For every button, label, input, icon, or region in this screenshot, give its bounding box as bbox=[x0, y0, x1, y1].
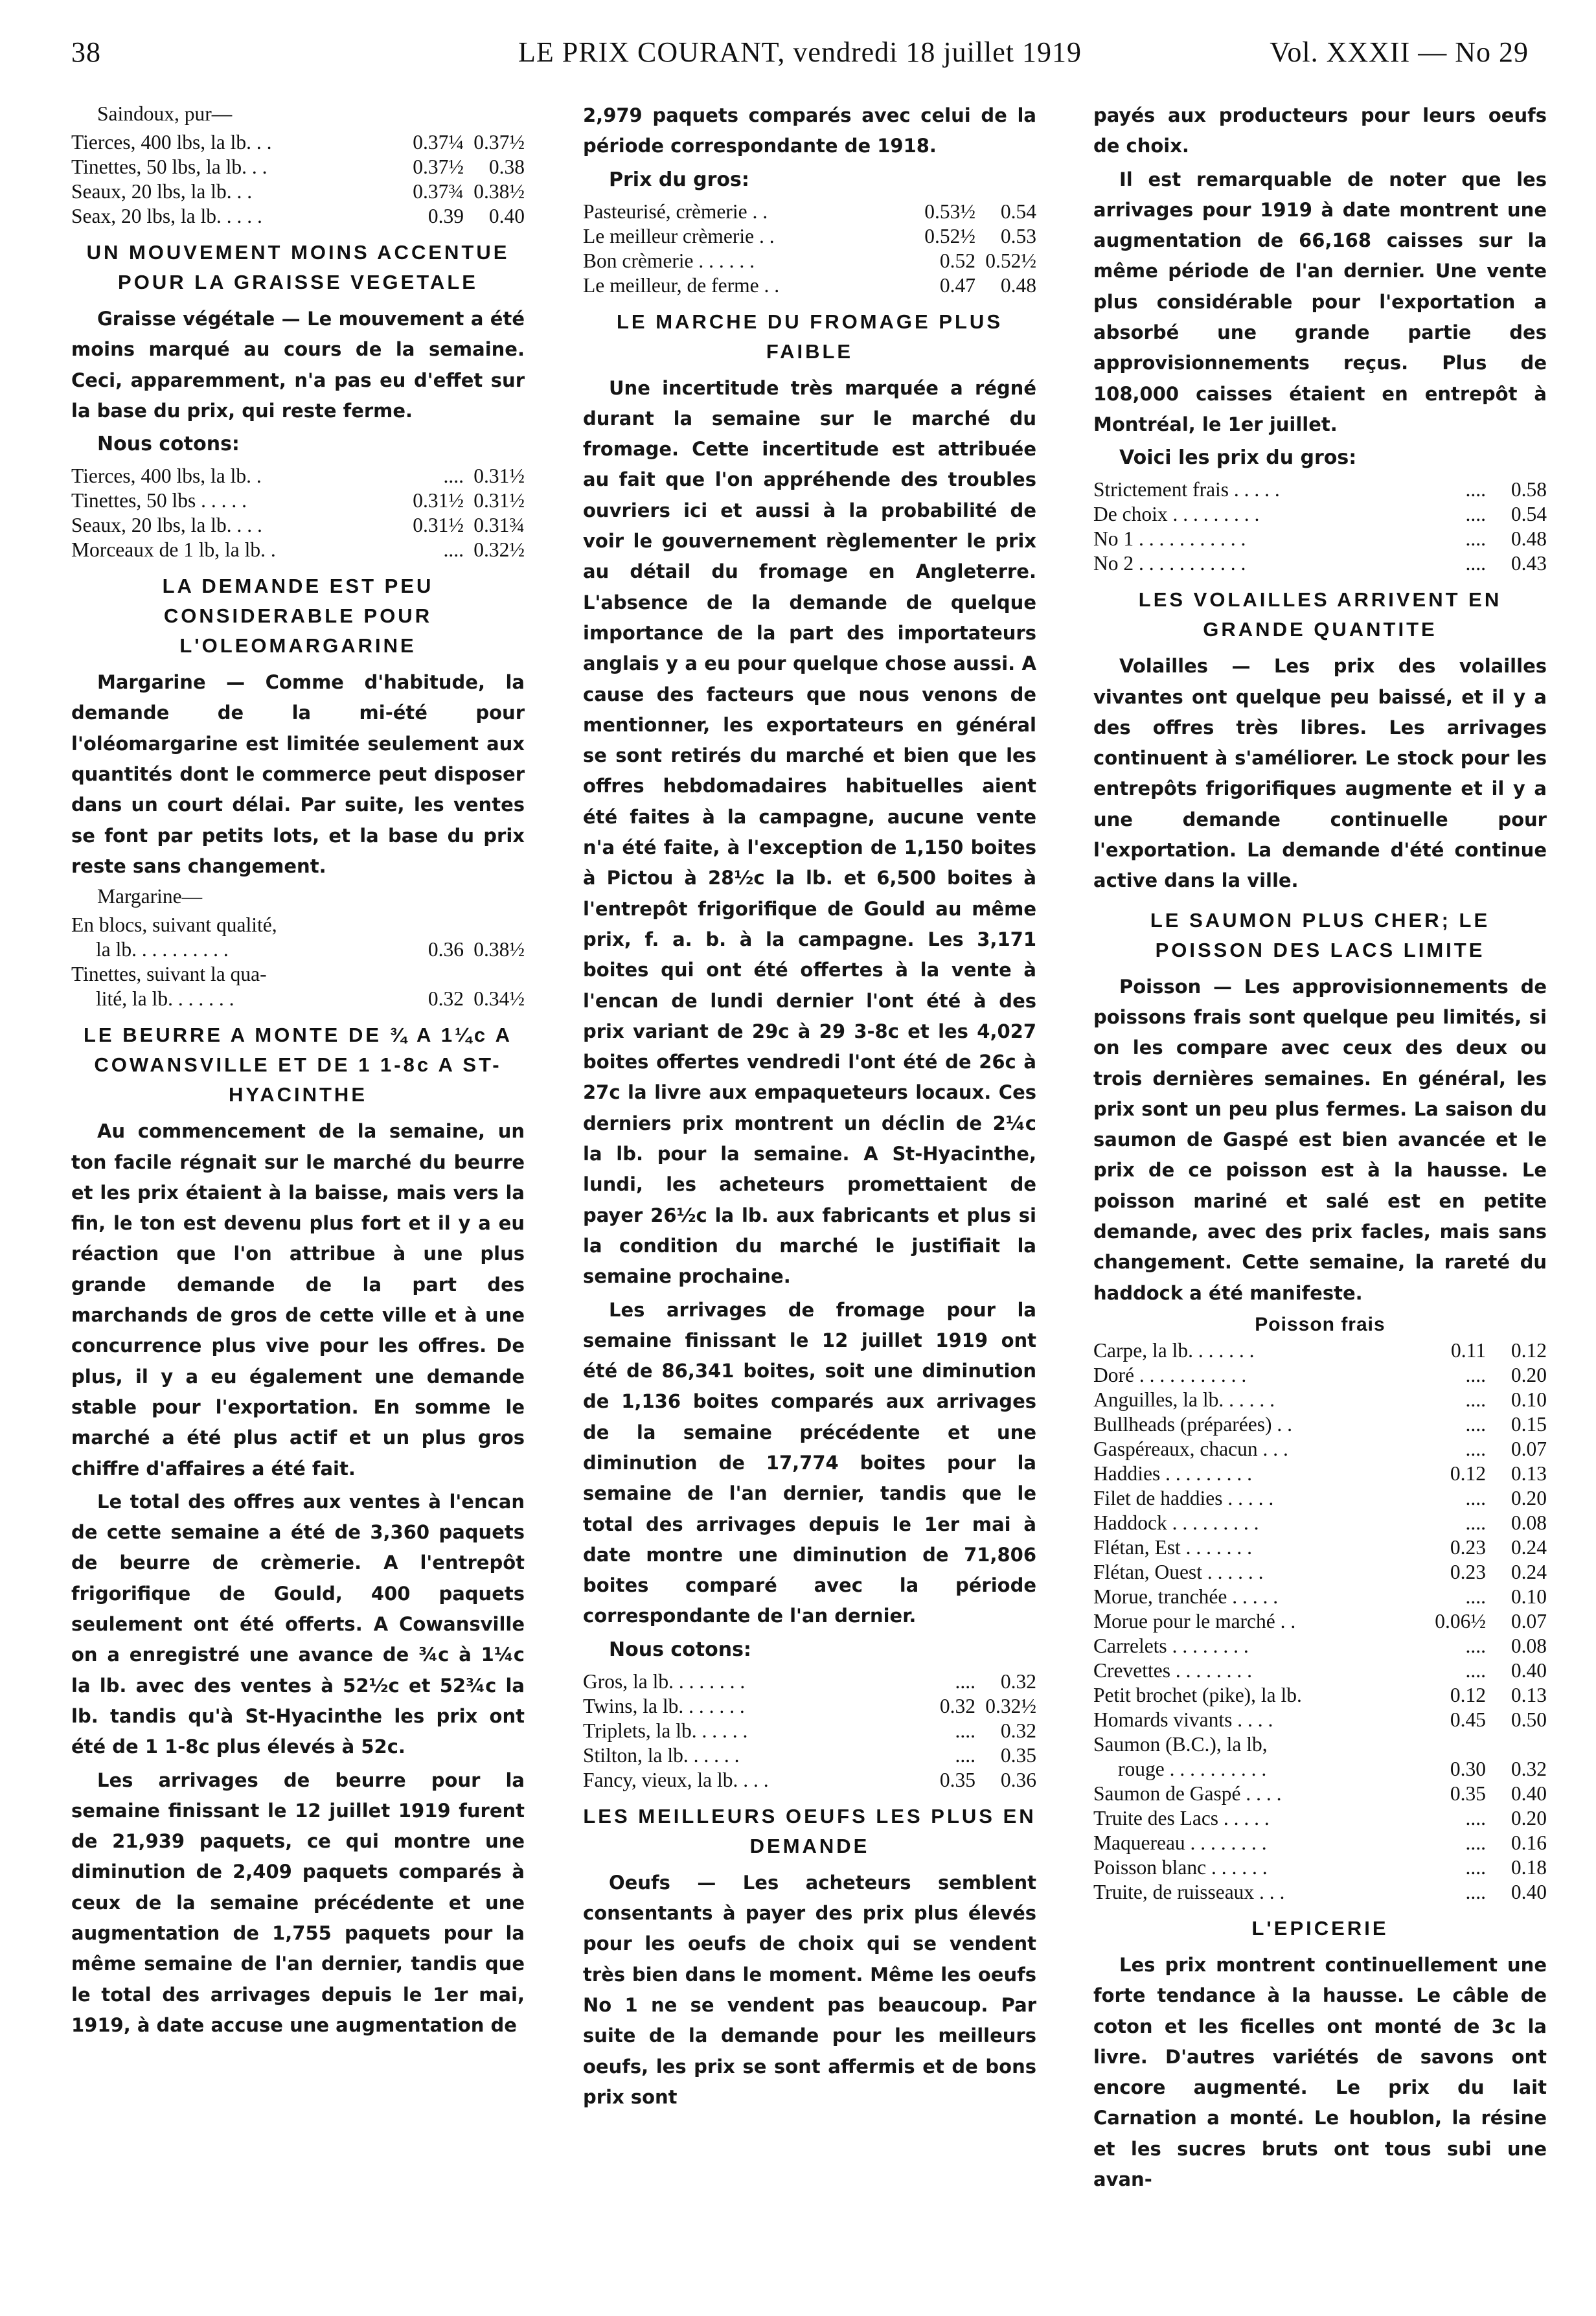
price-high: 0.16 bbox=[1510, 1831, 1547, 1854]
price-low: 0.12 bbox=[1450, 1683, 1486, 1706]
item-name: Truite des Lacs . . . . . bbox=[1093, 1806, 1270, 1829]
price-list bbox=[1093, 1338, 1547, 1732]
section-heading: L'EPICERIE bbox=[1251, 1916, 1389, 1940]
price-low: 0.37½ bbox=[413, 155, 464, 178]
article-paragraph: Il est remarquable de noter que les arrivages pour 1919 à date montrent une augmentation de 66,168 caisses sur la même période de l'an dernier. Une vente plus considérable pour l'exportation a absorbé une grande partie des approvisionnements reçus. Plus de 108,000 caisses étaient en entrepôt à Montréal, le 1er juillet. bbox=[1093, 168, 1547, 435]
price-high: 0.35 bbox=[1000, 1743, 1036, 1767]
price-high: 0.54 bbox=[1510, 503, 1547, 526]
price-row bbox=[71, 538, 525, 562]
article-paragraph: Au commencement de la semaine, un ton facile régnait sur le marché du beurre et les prix étaient à la baisse, mais vers la fin, le ton est devenu plus fort et il y a eu réaction que l'on attribue à une plus grande demande de la part des marchands de gros de cette ville et à une concurrence plus vive pour les offres. De plus, il y a eu également une demande stable pour l'exportation. En somme le marché a été plus actif et un plus gros chiffre d'affaires a été fait. bbox=[71, 1120, 525, 1480]
price-row bbox=[71, 179, 525, 204]
price-row bbox=[1093, 1535, 1547, 1560]
price-high: 0.31¾ bbox=[473, 514, 525, 537]
item-name: Carrelets . . . . . . . . bbox=[1093, 1634, 1249, 1657]
price-list bbox=[71, 130, 525, 229]
price-low: .... bbox=[1465, 1806, 1486, 1829]
article-paragraph: Les arrivages de fromage pour la semaine finissant le 12 juillet 1919 ont été de 86,341 boites, soit une diminution de 1,136 boites comparés aux arrivages de la semaine précédente et une diminution de 17,774 boites pour la semaine de l'an dernier, tandis que le total des arrivages depuis le 1er mai à date montre une diminution de 71,806 boites comparé avec la période correspondante de l'an dernier. bbox=[583, 1298, 1036, 1627]
price-list bbox=[583, 1669, 1036, 1793]
price-low: .... bbox=[1465, 1585, 1486, 1608]
price-low: 0.37¾ bbox=[413, 180, 464, 203]
item-name: Gros, la lb. . . . . . . . bbox=[583, 1669, 746, 1693]
price-high: 0.37½ bbox=[473, 131, 525, 154]
item-name: No 1 . . . . . . . . . . . bbox=[1093, 527, 1246, 551]
price-row bbox=[1093, 1437, 1547, 1462]
price-high: 0.53 bbox=[1000, 224, 1036, 247]
price-row bbox=[1093, 1560, 1547, 1585]
section-heading: UN MOUVEMENT MOINS ACCENTUE POUR LA GRAISSE VEGETALE bbox=[86, 241, 510, 293]
price-high: 0.10 bbox=[1510, 1388, 1547, 1411]
price-list bbox=[1093, 1782, 1547, 1905]
price-low: .... bbox=[1465, 1855, 1486, 1879]
price-row bbox=[583, 1743, 1036, 1768]
price-low: .... bbox=[1465, 503, 1486, 526]
price-row bbox=[71, 987, 525, 1011]
price-row bbox=[71, 204, 525, 229]
price-low: .... bbox=[1465, 1831, 1486, 1854]
item-name: Petit brochet (pike), la lb. bbox=[1093, 1683, 1302, 1706]
price-high: 0.36 bbox=[1000, 1768, 1036, 1791]
item-name: Bullheads (préparées) . . bbox=[1093, 1412, 1293, 1436]
price-low: 0.53½ bbox=[924, 200, 975, 223]
price-high: 0.32 bbox=[1000, 1669, 1036, 1693]
item-name: Crevettes . . . . . . . . bbox=[1093, 1658, 1252, 1682]
item-name: Seaux, 20 lbs, la lb. . . . bbox=[71, 514, 262, 537]
article-paragraph: Margarine — Comme d'habitude, la demande de la mi-été pour l'oléomargarine est limitée seulement aux quantités dont le commerce peut disposer dans un court délai. Par suite, les ventes se font par petits lots, et la base du prix reste sans changement. bbox=[71, 671, 525, 877]
price-row bbox=[583, 249, 1036, 273]
price-row bbox=[1093, 1462, 1547, 1486]
section-heading: LE MARCHE DU FROMAGE PLUS FAIBLE bbox=[617, 310, 1003, 363]
price-row bbox=[1093, 1757, 1547, 1782]
price-row bbox=[583, 1694, 1036, 1719]
item-name: Gaspéreaux, chacun . . . bbox=[1093, 1437, 1288, 1460]
section-heading: LES VOLAILLES ARRIVENT EN GRANDE QUANTITE bbox=[1138, 588, 1502, 641]
price-row bbox=[1093, 1708, 1547, 1732]
price-list bbox=[1093, 1732, 1547, 1782]
price-low: 0.11 bbox=[1451, 1338, 1486, 1362]
price-row bbox=[1093, 527, 1547, 551]
article-paragraph: Les prix montrent continuellement une forte tendance à la hausse. Le câble de coton et les ficelles ont monté de 3c la livre. D'autres variétés de savons ont encore augmenté. Le prix du lait Carnation a monté. Le houblon, la résine et les sucres bruts ont tous subi une avan- bbox=[1093, 1953, 1547, 2190]
price-row bbox=[1093, 1388, 1547, 1412]
volume-number: Vol. XXXII — No 29 bbox=[1270, 36, 1529, 68]
price-high: 0.10 bbox=[1510, 1585, 1547, 1608]
price-low: 0.12 bbox=[1450, 1462, 1486, 1485]
price-low: 0.37¼ bbox=[413, 131, 464, 154]
item-name: Le meilleur, de ferme . . bbox=[583, 273, 780, 297]
price-low: .... bbox=[443, 464, 464, 488]
price-high: 0.50 bbox=[1510, 1708, 1547, 1731]
price-row bbox=[1093, 1412, 1547, 1437]
price-row bbox=[1093, 1585, 1547, 1609]
price-high: 0.40 bbox=[1510, 1658, 1547, 1682]
price-low: .... bbox=[1465, 478, 1486, 501]
item-name: Stilton, la lb. . . . . . bbox=[583, 1743, 740, 1767]
column-3 bbox=[1093, 100, 1547, 2303]
price-list-label: Margarine— bbox=[97, 885, 203, 908]
price-row bbox=[1093, 1634, 1547, 1658]
price-high: 0.08 bbox=[1510, 1511, 1547, 1534]
price-high: 0.54 bbox=[1000, 200, 1036, 223]
price-low: 0.36 bbox=[428, 938, 464, 961]
column-2 bbox=[583, 100, 1036, 2303]
price-list-label: Nous cotons: bbox=[97, 433, 240, 456]
price-low: .... bbox=[955, 1719, 975, 1742]
article-paragraph: Le total des offres aux ventes à l'encan de cette semaine a été de 3,360 paquets de beurre de crèmerie. A l'entrepôt frigorifique de Gould, 400 paquets seulement ont été offerts. A Cowansville on a enregistré une avance de ¾c à 1¼c la lb. avec des ventes à 52½c et 52¾c la lb. tandis qu'à St-Hyacinthe les prix ont été de 1 1-8c plus élevés à 52c. bbox=[71, 1490, 525, 1758]
price-low: .... bbox=[1465, 1388, 1486, 1411]
article-paragraph: payés aux producteurs pour leurs oeufs de choix. bbox=[1093, 104, 1547, 157]
price-low: 0.30 bbox=[1450, 1757, 1486, 1780]
price-row bbox=[1093, 1511, 1547, 1535]
price-list bbox=[1093, 477, 1547, 576]
price-high: 0.38½ bbox=[473, 938, 525, 961]
item-name: rouge . . . . . . . . . . bbox=[1118, 1757, 1267, 1780]
item-name: Tierces, 400 lbs, la lb. . bbox=[71, 464, 262, 488]
item-name: Fancy, vieux, la lb. . . . bbox=[583, 1768, 769, 1791]
price-high: 0.52½ bbox=[985, 249, 1036, 272]
price-low: 0.47 bbox=[939, 273, 975, 297]
price-row bbox=[583, 1768, 1036, 1793]
publication-title: LE PRIX COURANT, vendredi 18 juillet 1919 bbox=[518, 36, 1082, 68]
item-name: Carpe, la lb. . . . . . . bbox=[1093, 1338, 1255, 1362]
price-row bbox=[1093, 477, 1547, 502]
item-name: Twins, la lb. . . . . . . bbox=[583, 1694, 745, 1717]
item-name: la lb. . . . . . . . . . bbox=[96, 938, 229, 961]
price-row bbox=[71, 488, 525, 513]
price-row bbox=[1093, 1806, 1547, 1831]
price-high: 0.40 bbox=[1510, 1782, 1547, 1805]
price-row-text: Saumon (B.C.), la lb, bbox=[1093, 1732, 1268, 1756]
item-name: Triplets, la lb. . . . . . bbox=[583, 1719, 748, 1742]
price-row bbox=[583, 1669, 1036, 1694]
price-high: 0.34½ bbox=[473, 987, 525, 1011]
price-row-text: En blocs, suivant qualité, bbox=[71, 913, 277, 937]
section-heading: LES MEILLEURS OEUFS LES PLUS EN DEMANDE bbox=[583, 1804, 1036, 1857]
item-name: Tinettes, 50 lbs . . . . . bbox=[71, 489, 247, 512]
price-high: 0.07 bbox=[1510, 1609, 1547, 1633]
item-name: Haddock . . . . . . . . . bbox=[1093, 1511, 1259, 1534]
price-row bbox=[1093, 1683, 1547, 1708]
item-name: Seax, 20 lbs, la lb. . . . . bbox=[71, 205, 262, 227]
price-low: 0.32 bbox=[428, 987, 464, 1011]
item-name: Tinettes, 50 lbs, la lb. . . bbox=[71, 155, 268, 178]
price-low: 0.31½ bbox=[413, 489, 464, 512]
price-low: .... bbox=[1465, 1511, 1486, 1534]
price-row bbox=[1093, 1855, 1547, 1880]
article-paragraph: Les arrivages de beurre pour la semaine finissant le 12 juillet 1919 furent de 21,939 paquets, ce qui montre une diminution de 2,409 paquets comparés à ceux de la semaine précédente et une augmentation de 1,755 paquets pour la même semaine de l'an dernier, tandis que le total des arrivages depuis le 1er mai, 1919, à date accuse une augmentation de bbox=[71, 1769, 525, 2036]
price-low: 0.32 bbox=[939, 1694, 975, 1717]
price-low: 0.35 bbox=[939, 1768, 975, 1791]
item-name: Homards vivants . . . . bbox=[1093, 1708, 1273, 1731]
price-high: 0.07 bbox=[1510, 1437, 1547, 1460]
item-name: Filet de haddies . . . . . bbox=[1093, 1486, 1274, 1509]
price-list-label: Nous cotons: bbox=[609, 1638, 751, 1661]
section-heading: LE SAUMON PLUS CHER; LE POISSON DES LACS LIMITE bbox=[1150, 908, 1490, 961]
price-low: .... bbox=[443, 538, 464, 562]
price-low: .... bbox=[1465, 1880, 1486, 1903]
price-high: 0.32½ bbox=[985, 1694, 1036, 1717]
price-row bbox=[71, 513, 525, 538]
price-high: 0.12 bbox=[1510, 1338, 1547, 1362]
price-high: 0.32 bbox=[1510, 1757, 1547, 1780]
price-row bbox=[583, 200, 1036, 224]
price-high: 0.24 bbox=[1510, 1535, 1547, 1559]
article-paragraph: Volailles — Les prix des volailles vivantes ont quelque peu baissé, et il y a des offres très libres. Les arrivages continuent à s'améliorer. Le stock pour les entrepôts frigorifiques augmente et il y a une demande continuelle pour l'exportation. La demande d'été continue active dans la ville. bbox=[1093, 655, 1547, 892]
price-list bbox=[71, 913, 525, 1011]
price-list-title: Poisson frais bbox=[1255, 1313, 1385, 1335]
price-row bbox=[583, 273, 1036, 298]
item-name: De choix . . . . . . . . . bbox=[1093, 503, 1260, 526]
price-row bbox=[1093, 1782, 1547, 1806]
price-list bbox=[583, 200, 1036, 298]
item-name: Doré . . . . . . . . . . . bbox=[1093, 1363, 1247, 1386]
price-high: 0.48 bbox=[1000, 273, 1036, 297]
item-name: Seaux, 20 lbs, la lb. . . bbox=[71, 180, 253, 203]
price-high: 0.31½ bbox=[473, 464, 525, 488]
price-high: 0.32 bbox=[1000, 1719, 1036, 1742]
price-high: 0.38 bbox=[488, 155, 525, 178]
price-high: 0.40 bbox=[488, 205, 525, 227]
price-row bbox=[71, 130, 525, 155]
price-low: 0.39 bbox=[428, 205, 464, 227]
price-high: 0.32½ bbox=[473, 538, 525, 562]
article-paragraph: 2,979 paquets comparés avec celui de la période correspondante de 1918. bbox=[583, 104, 1036, 157]
price-low: .... bbox=[955, 1743, 975, 1767]
price-high: 0.18 bbox=[1510, 1855, 1547, 1879]
price-low: .... bbox=[1465, 527, 1486, 551]
price-low: 0.52½ bbox=[924, 224, 975, 247]
item-name: No 2 . . . . . . . . . . . bbox=[1093, 552, 1246, 575]
price-row bbox=[1093, 502, 1547, 527]
item-name: Truite, de ruisseaux . . . bbox=[1093, 1880, 1285, 1903]
price-row bbox=[71, 937, 525, 962]
item-name: Le meilleur crèmerie . . bbox=[583, 224, 775, 247]
price-low: 0.45 bbox=[1450, 1708, 1486, 1731]
item-name: Morceaux de 1 lb, la lb. . bbox=[71, 538, 276, 562]
price-high: 0.20 bbox=[1510, 1363, 1547, 1386]
item-name: Flétan, Ouest . . . . . . bbox=[1093, 1560, 1264, 1583]
page-header bbox=[71, 36, 1529, 81]
price-row bbox=[1093, 1609, 1547, 1634]
price-high: 0.13 bbox=[1510, 1683, 1547, 1706]
price-low: .... bbox=[1465, 1363, 1486, 1386]
price-high: 0.13 bbox=[1510, 1462, 1547, 1485]
price-low: 0.06½ bbox=[1435, 1609, 1486, 1633]
price-high: 0.15 bbox=[1510, 1412, 1547, 1436]
price-high: 0.48 bbox=[1510, 527, 1547, 551]
price-low: 0.35 bbox=[1450, 1782, 1486, 1805]
price-high: 0.43 bbox=[1510, 552, 1547, 575]
price-row bbox=[1093, 1486, 1547, 1511]
price-high: 0.24 bbox=[1510, 1560, 1547, 1583]
article-paragraph: Graisse végétale — Le mouvement a été moins marqué au cours de la semaine. Ceci, apparemment, n'a pas eu d'effet sur la base du prix, qui reste ferme. bbox=[71, 308, 525, 422]
item-name: Poisson blanc . . . . . . bbox=[1093, 1855, 1268, 1879]
price-row bbox=[1093, 1338, 1547, 1363]
item-name: Anguilles, la lb. . . . . . bbox=[1093, 1388, 1275, 1411]
item-name: Pasteurisé, crèmerie . . bbox=[583, 200, 768, 223]
price-row bbox=[71, 464, 525, 488]
price-low: .... bbox=[955, 1669, 975, 1693]
item-name: Morue, tranchée . . . . . bbox=[1093, 1585, 1279, 1608]
price-low: 0.23 bbox=[1450, 1560, 1486, 1583]
item-name: Maquereau . . . . . . . . bbox=[1093, 1831, 1267, 1854]
price-row bbox=[1093, 1363, 1547, 1388]
article-paragraph: Une incertitude très marquée a régné durant la semaine sur le marché du fromage. Cette incertitude est attribuée au fait que l'on appréhende des troubles ouvriers ici et aussi à la probabilité de voir le gouvernement règlementer le prix au détail du fromage en Angleterre. L'absence de la demande de quelque importance de la part des importateurs anglais y a eu pour quelque chose aussi. A cause des facteurs que nous venons de mentionner, les exportateurs en général se sont retirés du marché et bien que les offres hebdomadaires habituelles aient été faites à la campagne, aucune vente n'a été faite, à l'exception de 1,150 boites à Pictou à 28½c la lb. et 6,500 boites à l'entrepôt frigorifique de Gould au même prix, f. a. b. à la campagne. Les 3,171 boites qui ont été offertes à la vente à l'encan de lundi dernier l'ont été à des prix variant de 29c à 29 3-8c et les 4,027 boites offertes vendredi l'ont été de 26c à 27c la livre aux empaqueteurs locaux. Ces derniers prix montrent un déclin de 2¼c la lb. pour la semaine. A St-Hyacinthe, lundi, les acheteurs promettaient de payer 26½c la lb. aux fabricants et plus si la condition du marché le justifiait la semaine prochaine. bbox=[583, 376, 1036, 1288]
price-row-text: Tinettes, suivant la qua- bbox=[71, 963, 267, 986]
price-row bbox=[1093, 1831, 1547, 1855]
item-name: Tierces, 400 lbs, la lb. . . bbox=[71, 131, 272, 154]
column-1 bbox=[71, 100, 525, 2303]
price-row bbox=[583, 224, 1036, 249]
price-low: .... bbox=[1465, 1412, 1486, 1436]
item-name: Morue pour le marché . . bbox=[1093, 1609, 1296, 1633]
price-row bbox=[1093, 551, 1547, 576]
price-high: 0.20 bbox=[1510, 1486, 1547, 1509]
price-high: 0.40 bbox=[1510, 1880, 1547, 1903]
price-low: .... bbox=[1465, 1437, 1486, 1460]
article-paragraph: Poisson — Les approvisionnements de poissons frais sont quelque peu limités, si on les compare avec ceux des deux ou trois dernières semaines. En général, les prix sont un peu plus fermes. La saison du saumon de Gaspé est bien avancée et le prix de ce poisson est à la hausse. Le poisson mariné et salé est en petite demande, avec des prix facles, mais sans changement. Cette semaine, la rareté du haddock a été manifeste. bbox=[1093, 975, 1547, 1304]
price-row bbox=[583, 1719, 1036, 1743]
price-low: 0.52 bbox=[939, 249, 975, 272]
price-low: 0.31½ bbox=[413, 514, 464, 537]
item-name: Flétan, Est . . . . . . . bbox=[1093, 1535, 1252, 1559]
price-row bbox=[71, 155, 525, 179]
item-name: lité, la lb. . . . . . . bbox=[96, 987, 234, 1011]
price-list-label: Saindoux, pur— bbox=[97, 102, 233, 125]
item-name: Bon crèmerie . . . . . . bbox=[583, 249, 755, 272]
item-name: Strictement frais . . . . . bbox=[1093, 478, 1280, 501]
price-high: 0.58 bbox=[1510, 478, 1547, 501]
page-number: 38 bbox=[71, 36, 101, 68]
price-high: 0.20 bbox=[1510, 1806, 1547, 1829]
price-low: .... bbox=[1465, 552, 1486, 575]
price-list-label: Voici les prix du gros: bbox=[1119, 446, 1357, 470]
article-paragraph: Oeufs — Les acheteurs semblent consentants à payer des prix plus élevés pour les oeufs de choix qui se vendent très bien dans le moment. Même les oeufs No 1 ne se vendent pas beaucoup. Par suite de la demande pour les meilleurs oeufs, les prix se sont affermis et de bons prix sont bbox=[583, 1871, 1036, 2108]
price-list-label: Prix du gros: bbox=[609, 168, 749, 191]
price-low: .... bbox=[1465, 1658, 1486, 1682]
price-low: .... bbox=[1465, 1634, 1486, 1657]
price-list bbox=[71, 464, 525, 562]
section-heading: LE BEURRE A MONTE DE ¾ A 1¼c A COWANSVILLE ET DE 1 1-8c A ST-HYACINTHE bbox=[83, 1024, 512, 1106]
section-heading: LA DEMANDE EST PEU CONSIDERABLE POUR L'OLEOMARGARINE bbox=[162, 575, 434, 658]
price-row bbox=[1093, 1880, 1547, 1905]
price-high: 0.31½ bbox=[473, 489, 525, 512]
price-high: 0.38½ bbox=[473, 180, 525, 203]
item-name: Haddies . . . . . . . . . bbox=[1093, 1462, 1252, 1485]
price-low: 0.23 bbox=[1450, 1535, 1486, 1559]
price-row bbox=[1093, 1658, 1547, 1683]
price-low: .... bbox=[1465, 1486, 1486, 1509]
price-high: 0.08 bbox=[1510, 1634, 1547, 1657]
item-name: Saumon de Gaspé . . . . bbox=[1093, 1782, 1282, 1805]
